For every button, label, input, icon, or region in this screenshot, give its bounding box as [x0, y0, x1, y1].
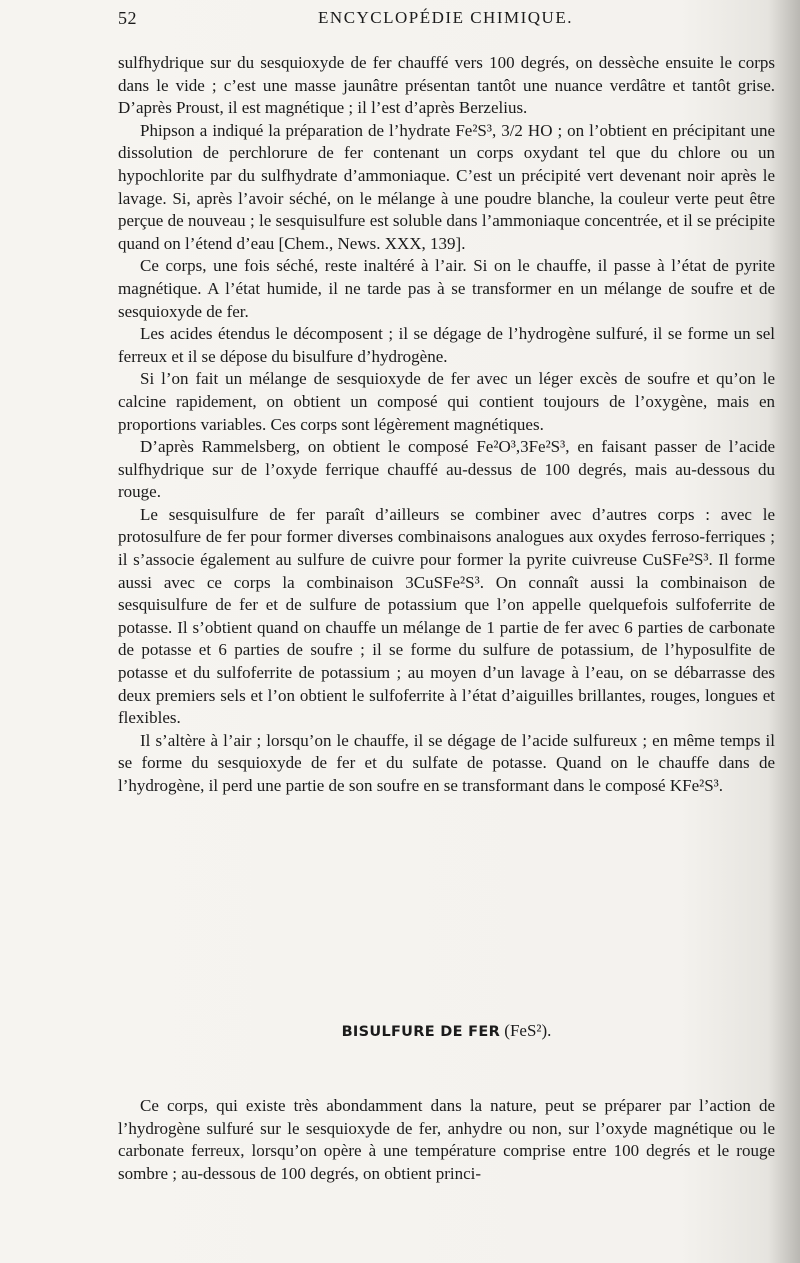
main-text: [118, 52, 775, 798]
paragraph-combinations: Le sesquisulfure de fer paraît d’ailleurs se combiner avec d’autres corps : avec le protosulfure de fer pour former diverses combinaisons analogues aux oxydes ferroso-ferriques ; il s’associe également au sulfure de cuivre pour former la pyrite cuivreuse CuSFe²S³. Il forme aussi avec ce corps la combinaison 3CuSFe²S³. On connaît aussi la combinaison de sesquisulfure de fer et de sulfure de potassium que l’on appelle quelquefois sulfoferrite de potasse. Il s’obtient quand on chauffe un mélange de 1 partie de fer avec 6 parties de carbonate de potasse et 6 parties de soufre ; il se forme du sulfure de potassium, de l’hyposulfite de potasse et du sulfoferrite de potassium ; au moyen d’un lavage à l’eau, on se débarrasse des deux premiers sels et l’on obtient le sulfoferrite à l’état d’aiguilles brillantes, rouges, longues et flexibles.: [118, 504, 775, 728]
page-number: 52: [118, 8, 137, 28]
section-heading-title: BISULFURE DE FER: [341, 1024, 501, 1040]
paragraph-alteration: Il s’altère à l’air ; lorsqu’on le chauffe, il se dégage de l’acide sulfureux ; en même temps il se forme du sesquioxyde de fer et du sulfate de potasse. Quand on le chauffe dans de l’hydrogène, il perd une partie de son soufre en se transformant dans le composé KFe²S³.: [118, 730, 775, 795]
paragraph-stability: Ce corps, une fois séché, reste inaltéré à l’air. Si on le chauffe, il passe à l’état de pyrite magnétique. A l’état humide, il ne tarde pas à se transformer en un mélange de soufre et de sesquioxyde de fer.: [118, 256, 775, 321]
paragraph-phipson: Phipson a indiqué la préparation de l’hydrate Fe²S³, 3/2 HO ; on l’obtient en précipitant une dissolution de perchlorure de fer contenant un corps oxydant tel que du chlore ou un hypochlorite par du sulfhydrate d’ammoniaque. C’est un précipité vert devenant noir après le lavage. Si, après l’avoir séché, on le mélange à une poudre blanche, la couleur verte peut être perçue de nouveau ; le sesquisulfure est soluble dans l’ammoniaque concentrée, et il se précipite quand on l’étend d’eau [Chem., News. XXX, 139].: [118, 120, 775, 253]
paragraph-acids: Les acides étendus le décomposent ; il se dégage de l’hydrogène sulfuré, il se forme un sel ferreux et il se dépose du bisulfure d’hydrogène.: [118, 324, 775, 366]
paragraph-continuation: sulfhydrique sur du sesquioxyde de fer chauffé vers 100 degrés, on dessèche ensuite le corps dans le vide ; c’est une masse jaunâtre présentan tantôt une nuance verdâtre et tantôt grise. D’après Proust, il est magnétique ; il l’est d’après Berzelius.: [118, 53, 775, 118]
paragraph-bisulfure-intro: Ce corps, qui existe très abondamment dans la nature, peut se préparer par l’action de l’hydrogène sulfuré sur le sesquioxyde de fer, anhydre ou non, sur l’oxyde magnétique ou le carbonate ferreux, lorsqu’on opère à une température comprise entre 100 degrés et le rouge sombre ; au-dessous de 100 degrés, on obtient princi-: [118, 1096, 775, 1183]
section-heading: [118, 1021, 775, 1041]
section-text: [118, 1095, 775, 1185]
paragraph-calcination: Si l’on fait un mélange de sesquioxyde de fer avec un léger excès de soufre et qu’on le calcine rapidement, on obtient un composé qui contient toujours de l’oxygène, mais en proportions variables. Ces corps sont légèrement magnétiques.: [118, 369, 775, 434]
running-header: [118, 8, 773, 38]
paragraph-rammelsberg: D’après Rammelsberg, on obtient le composé Fe²O³,3Fe²S³, en faisant passer de l’acide sulfhydrique sur de l’oxyde ferrique chauffé au-dessus de 100 degrés, mais au-dessous du rouge.: [118, 437, 775, 502]
running-title: ENCYCLOPÉDIE CHIMIQUE.: [318, 8, 573, 27]
section-heading-formula: (FeS²).: [504, 1021, 552, 1040]
